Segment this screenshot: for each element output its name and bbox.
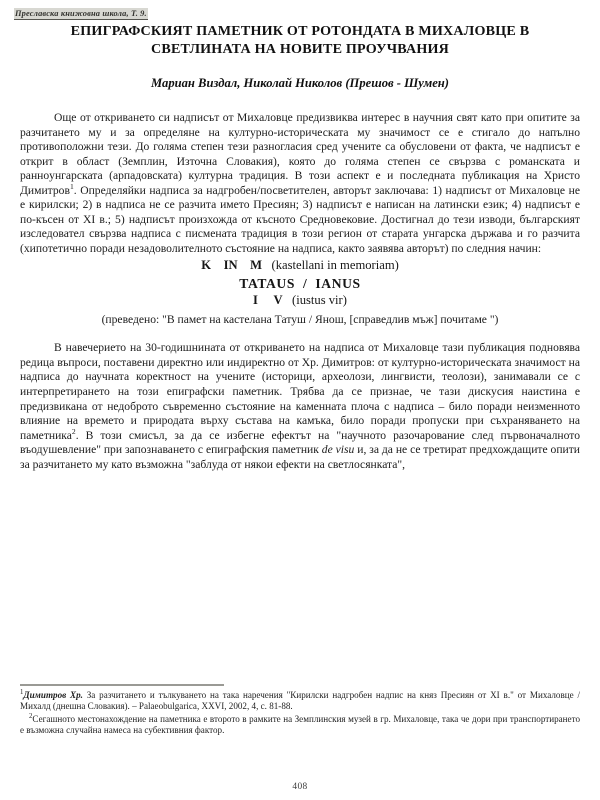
inscription-line-1-letters: K IN M: [201, 258, 263, 273]
footnote-1-text: За разчитането и тълкуването на така наречения "Кирилски надгробен надпис на княз Пресиян от XI в." от Михаловце / Михалд (днешна Словакия). – Palaeobulgarica, XXVI, 2002, 4, с. 81-88.: [20, 690, 581, 712]
footnote-2-marker: 2: [29, 712, 33, 720]
paragraph-1-part-b: . Определяйки надписа за надгробен/посветителен, авторът заключава: 1) надписът от Михаловце не е кирилски; 2) в надписа не се разчита името Пресиян; 3) надписът е написан на латински език; 4) надписът е по-късен от XI в.; 5) надписът произхожда от късното Средновековие. Достигнал до тези изводи, българският изследовател свързва надписа с писмената традиция в този регион от старата унгарска държава и го разчита (хипотетично поради незадоволителното състояние на надписа, както заявява авторът) по следния начин:: [20, 183, 580, 255]
footnote-item-1: [20, 690, 580, 713]
footnote-1-marker: 1: [20, 688, 24, 696]
inscription-translation: (преведено: "В памет на кастелана Татуш / Янош, [справедлив мъж] почитаме "): [101, 313, 499, 327]
inscription-block: [20, 257, 580, 309]
authors-line: Мариан Виздал, Николай Николов (Прешов - Шумен): [151, 76, 449, 90]
footnote-marker-1[interactable]: 1: [69, 181, 74, 191]
inscription-line-3-letters: I V: [253, 293, 283, 308]
page-title-line-2: СВЕТЛИНАТА НА НОВИТЕ ПРОУЧВАНИЯ: [150, 41, 450, 57]
inscription-line-3: [20, 292, 580, 309]
paragraph-1: [20, 111, 580, 256]
running-head: Преславска книжовна школа, Т. 9.: [15, 9, 147, 18]
paragraph-2-latin-phrase: de visu: [321, 443, 355, 457]
paragraph-2: [20, 341, 580, 472]
footnote-marker-2[interactable]: 2: [71, 426, 76, 436]
footnote-item-2: [20, 714, 580, 737]
page-title: [28, 22, 572, 58]
inscription-line-1-expansion: (kastellani in memoriam): [271, 258, 399, 273]
inscription-line-3-expansion: (iustus vir): [292, 293, 347, 308]
paragraph-2-part-c: и, за да не се третират предхождащите опити за разчитането му като възможна "заблуда от някои ефекти на светлосянката",: [20, 443, 580, 471]
paragraph-1-part-a: Още от откриването си надписът от Михаловце предизвиква интерес в научния свят като при опитите за разчитането му и за определяне на културно-историческата му значимост се е стигало до напълно противоположни тези. До голяма степен тези разногласия сред учените са обусловени от факта, че надписът е открит в област (Земплин, Източна Словакия), която до голяма степен се свързва с романската и раннoунгарската (арпадовската) културна традиция. В този аспект е и последната публикация на Христо Димитров: [20, 111, 580, 197]
body-text: [20, 111, 580, 472]
inscription-line-2: TATAUS / IANUS: [239, 275, 361, 291]
paragraph-2-part-b: . В този смисъл, за да се избегне ефектът на "научното разочарование след първоначалното въодушевление" при запознаването с епиграфския паметник: [20, 428, 580, 457]
paragraph-spacer: [20, 327, 580, 341]
inscription-line-1: [20, 257, 580, 274]
page-number: 408: [292, 782, 308, 792]
footnotes-area: [20, 684, 580, 737]
paragraph-2-part-a: В навечерието на 30-годишнината от откриването на надписа от Михаловце тази публикация подновява редица въпроси, поставени директно или индиректно от Хр. Димитров: от културно-историческата значимост на надписа до научната коректност на учените (историци, археолози, лингвисти, теолози), занимавали се с интерпретирането на този епиграфски паметник. Трябва да се признае, че тази дискусия наистина е предизвикана от недоброто съвременно състояние на каменната плоча с надписа – било поради неизменното влияние на времето и природата върху състава на камъка, било поради пропуски при съхраняването на паметника: [20, 341, 580, 442]
footnote-1-source: Димитров Хр.: [23, 690, 83, 700]
running-head-row: [15, 3, 580, 18]
footnote-2-text: Сегашното местонахождение на паметника е второто в рамките на Земплинския музей в гр. Михаловце, така че дори при транспортирането е възможна случайна намеса на субективния фактор.: [20, 713, 580, 735]
footnote-separator-rule: [20, 684, 224, 686]
page-title-line-1: ЕПИГРАФСКИЯТ ПАМЕТНИК ОТ РОТОНДАТА В МИХАЛОВЦЕ В: [70, 23, 530, 39]
